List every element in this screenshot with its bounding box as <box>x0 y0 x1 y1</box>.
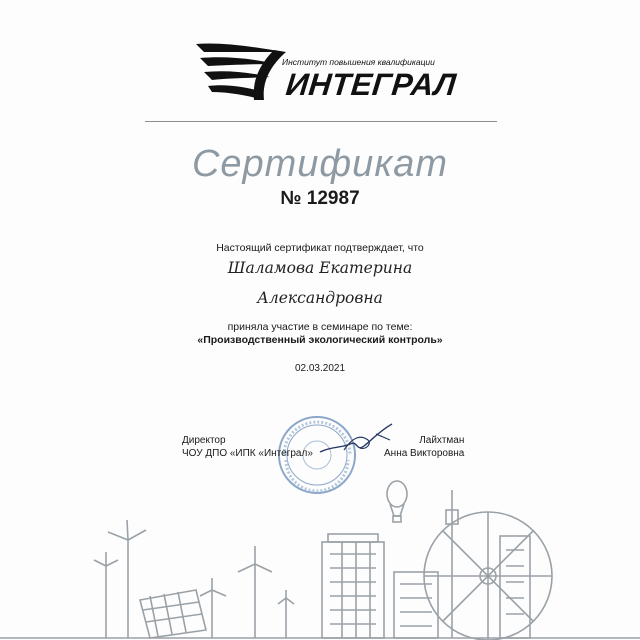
signatory-organization: ЧОУ ДПО «ИПК «Интеграл» <box>182 448 313 459</box>
intro-text: Настоящий сертификат подтверждает, что <box>216 242 424 254</box>
topic-label: приняла участие в семинаре по теме: <box>227 321 413 333</box>
signatory-surname: Лайхтман <box>419 435 465 446</box>
signatory-right <box>384 434 464 460</box>
institute-logo <box>190 40 459 106</box>
signatory-title: Директор <box>182 435 226 446</box>
signatory-left <box>182 434 313 460</box>
logo-tagline: Институт повышения квалификации <box>282 57 435 67</box>
certificate-number: № 12987 <box>280 188 360 209</box>
header-divider <box>145 121 497 122</box>
recipient-name-line2: Александровна <box>257 289 383 307</box>
seminar-topic: «Производственный экологический контроль» <box>197 334 443 346</box>
certificate-title: Сертификат <box>191 143 449 185</box>
recipient-name-line1: Шаламова Екатерина <box>227 259 413 277</box>
issue-date: 02.03.2021 <box>294 363 346 374</box>
logo-name: ИНТЕГРАЛ <box>284 67 459 102</box>
signatory-first-names: Анна Викторовна <box>384 448 465 459</box>
city-skyline-illustration <box>0 480 640 640</box>
logo-wing-icon <box>190 40 300 106</box>
